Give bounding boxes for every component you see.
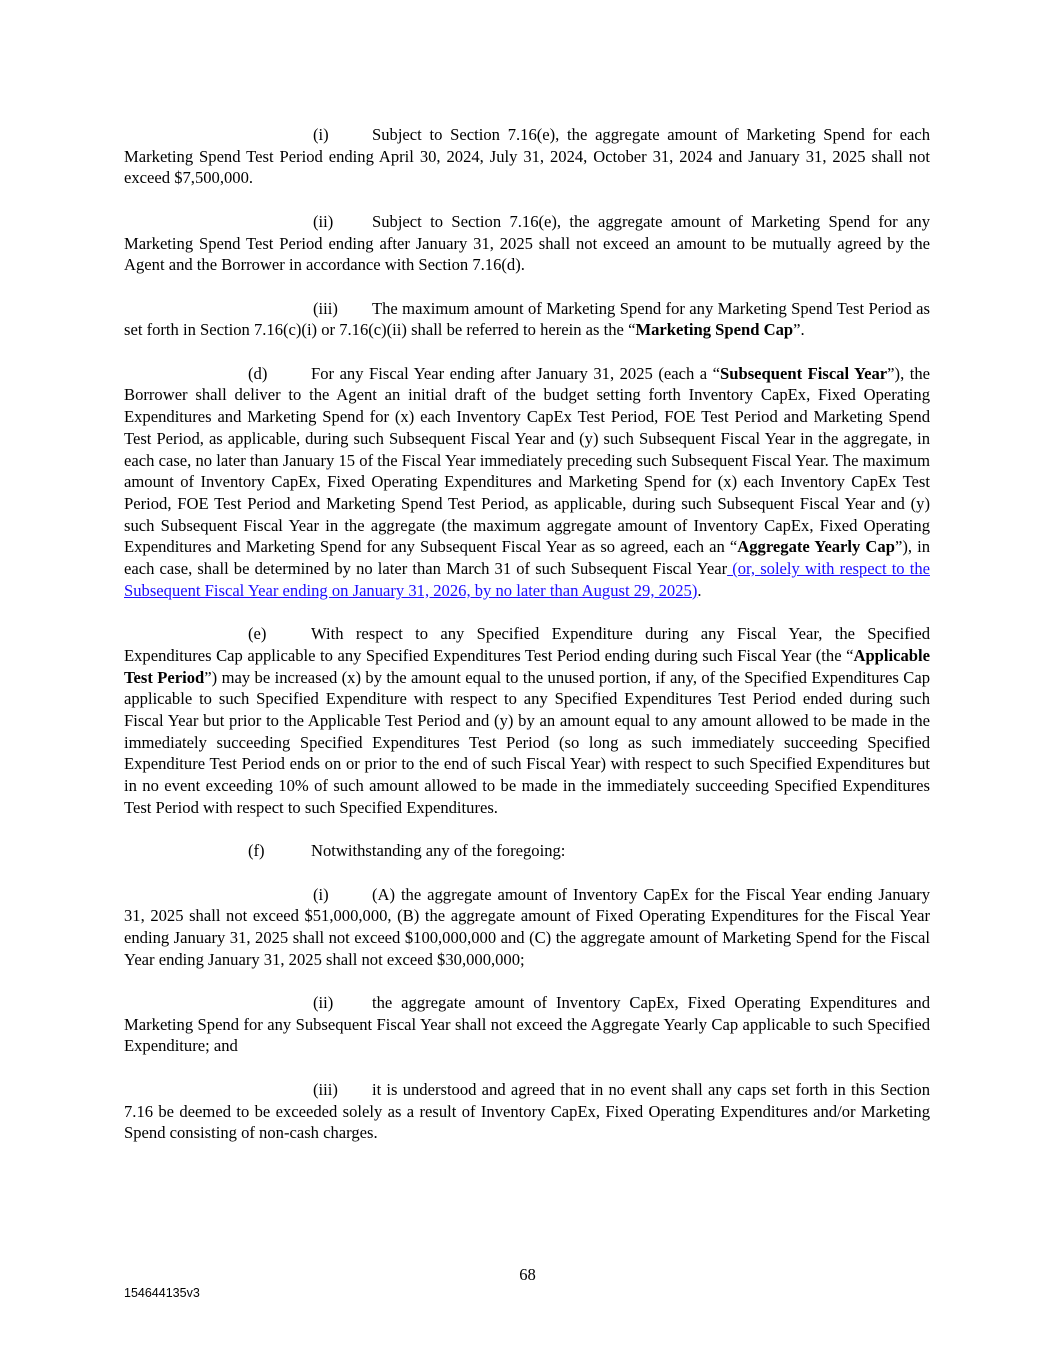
clause-label: (d) <box>248 363 268 383</box>
clause-text: The maximum amount of Marketing Spend for any Marketing Spend Test Period as set forth in Section 7.16(c)(i) or 7.16(c)(ii) shall be referred to herein as the “ <box>124 298 930 340</box>
clause-text: Subject to Section 7.16(e), the aggregate amount of Marketing Spend for each Marketing Spend Test Period ending April 30, 2024, July 31, 2024, October 31, 2024 and January 31, 2025 shall not exceed $7,500,000. <box>124 125 930 188</box>
clause-label: (e) <box>248 624 267 644</box>
section-paragraph <box>124 992 930 1057</box>
section-paragraph <box>124 124 930 189</box>
clause-text: For any Fiscal Year ending after January 31, 2025 (each a “ <box>311 363 721 383</box>
section-paragraph <box>124 623 930 818</box>
section-paragraph <box>124 840 930 862</box>
clause-text: ”) may be increased (x) by the amount equal to the unused portion, if any, of the Specified Expenditures Cap applicable to such Specified Expenditure with respect to any Specified Expenditures Test Period ended during such Fiscal Year but prior to the Applicable Test Period and (y) by an amount equal to any amount allowed to be made in the immediately succeeding Specified Expenditures Test Period (so long as such immediately succeeding Specified Expenditure Test Period ends on or prior to the end of such Fiscal Year) with respect to such Specified Expenditures but in no event exceeding 10% of such amount allowed to be made in the immediately succeeding Specified Expenditures Test Period with respect to such Specified Expenditures. <box>124 667 930 817</box>
section-paragraph <box>124 884 930 971</box>
clause-label: (iii) <box>313 1079 338 1099</box>
clause-text: Notwithstanding any of the foregoing: <box>311 841 566 861</box>
clause-text: (A) the aggregate amount of Inventory CapEx for the Fiscal Year ending January 31, 2025 shall not exceed $51,000,000, (B) the aggregate amount of Fixed Operating Expenditures for the Fiscal Year ending January 31, 2025 shall not exceed $100,000,000 and (C) the aggregate amount of Marketing Spend for the Fiscal Year ending January 31, 2025 shall not exceed $30,000,000; <box>124 884 930 969</box>
clause-text: ”. <box>793 320 805 340</box>
inserted-text-link[interactable]: (or, solely with respect to the Subsequent Fiscal Year ending on January 31, 2026, by no later than August 29, 2025) <box>124 559 930 600</box>
clause-label: (i) <box>313 884 329 904</box>
document-body <box>124 124 930 1166</box>
clause-text: ”), in each case, shall be determined by no later than March 31 of such Subsequent Fiscal Year <box>124 537 930 579</box>
clause-label: (ii) <box>313 993 334 1013</box>
section-paragraph <box>124 298 930 341</box>
clause-text: . <box>697 580 702 600</box>
clause-label: (iii) <box>313 298 338 318</box>
clause-label: (f) <box>248 841 265 861</box>
section-paragraph <box>124 363 930 602</box>
clause-text: With respect to any Specified Expenditure during any Fiscal Year, the Specified Expenditures Cap applicable to any Specified Expenditures Test Period ending during such Fiscal Year (the “ <box>124 624 930 665</box>
defined-term: Subsequent Fiscal Year <box>720 363 888 383</box>
section-paragraph <box>124 211 930 276</box>
document-id: 154644135v3 <box>124 1286 200 1300</box>
clause-text: ”), the Borrower shall deliver to the Agent an initial draft of the budget setting forth Inventory CapEx, Fixed Operating Expenditures and Marketing Spend for (x) each Inventory CapEx Test Period, FOE Test Period and Marketing Spend Test Period, as applicable, during such Subsequent Fiscal Year and (y) such Subsequent Fiscal Year in the aggregate, in each case, no later than January 15 of the Fiscal Year immediately preceding such Subsequent Fiscal Year. The maximum amount of Inventory CapEx, Fixed Operating Expenditures and Marketing Spend for (x) each Inventory CapEx Test Period, FOE Test Period and Marketing Spend Test Period, as applicable, during such Subsequent Fiscal Year and (y) such Subsequent Fiscal Year in the aggregate (the maximum aggregate amount of Inventory CapEx, Fixed Operating Expenditures and Marketing Spend for any Subsequent Fiscal Year as so agreed, each an “ <box>124 363 930 557</box>
section-paragraph <box>124 1079 930 1144</box>
defined-term: Applicable Test Period <box>124 645 930 687</box>
clause-label: (i) <box>313 125 329 144</box>
defined-term: Marketing Spend Cap <box>635 320 794 340</box>
defined-term: Aggregate Yearly Cap <box>737 537 895 557</box>
clause-text: it is understood and agreed that in no event shall any caps set forth in this Section 7.16 be deemed to be exceeded solely as a result of Inventory CapEx, Fixed Operating Expenditures and/or Marketing Spend consisting of non-cash charges. <box>124 1079 930 1143</box>
clause-label: (ii) <box>313 211 334 231</box>
clause-text: Subject to Section 7.16(e), the aggregate amount of Marketing Spend for any Marketing Spend Test Period ending after January 31, 2025 shall not exceed an amount to be mutually agreed by the Agent and the Borrower in accordance with Section 7.16(d). <box>124 211 930 275</box>
clause-text: the aggregate amount of Inventory CapEx, Fixed Operating Expenditures and Marketing Spend for any Subsequent Fiscal Year shall not exceed the Aggregate Yearly Cap applicable to such Specified Expenditure; and <box>124 993 930 1056</box>
page-number: 68 <box>519 1265 536 1284</box>
